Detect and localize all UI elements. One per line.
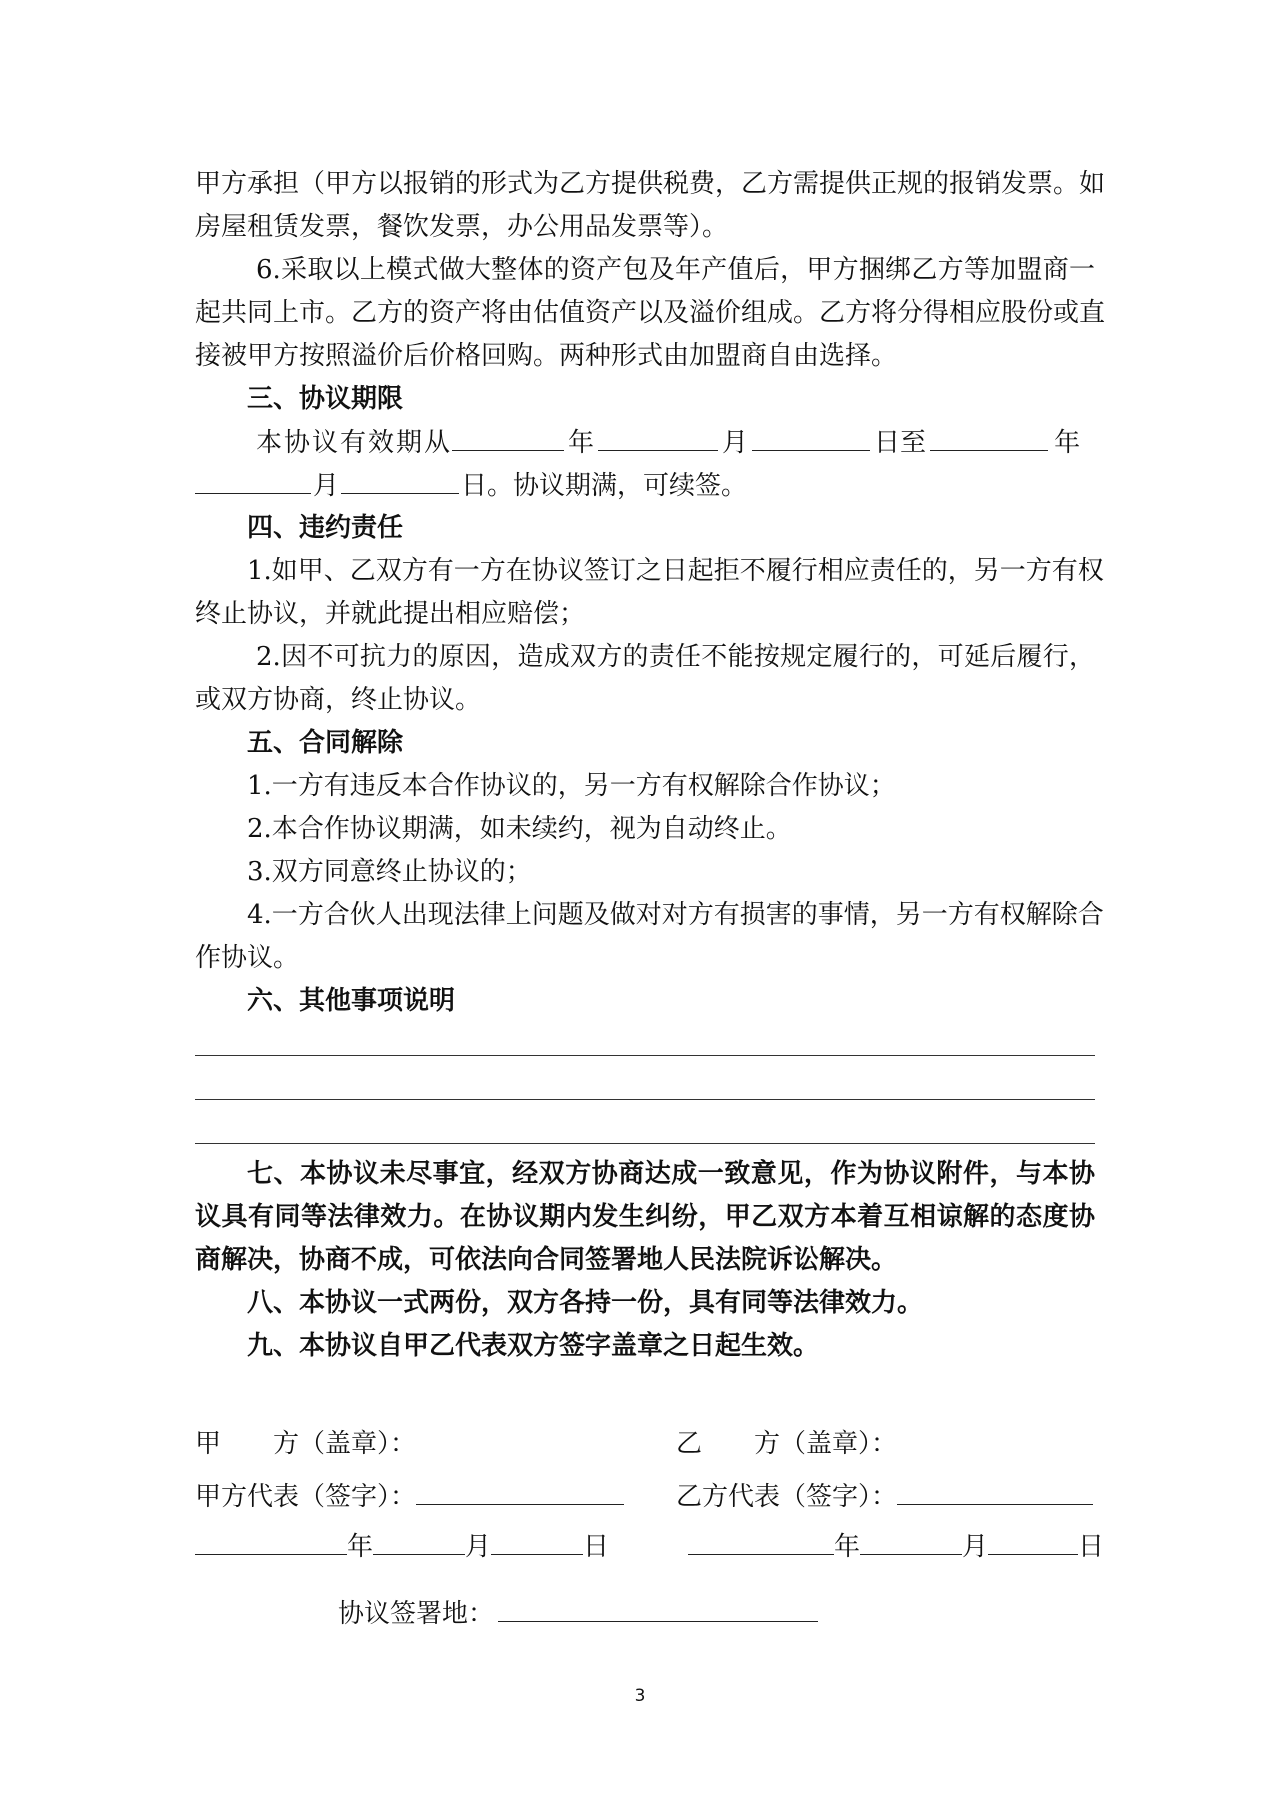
year-label: 年 bbox=[834, 1532, 861, 1562]
end-day-blank[interactable] bbox=[341, 465, 459, 494]
day-to-label: 日至 bbox=[874, 428, 927, 458]
end-month-blank[interactable] bbox=[195, 465, 311, 494]
start-month-blank[interactable] bbox=[598, 422, 718, 451]
paragraph-line: 甲方承担（甲方以报销的形式为乙方提供税费，乙方需提供正规的报销发票。如 bbox=[195, 169, 1106, 199]
paragraph-line: 房屋租赁发票，餐饮发票，办公用品发票等）。 bbox=[195, 212, 729, 242]
party-a-representative bbox=[195, 1476, 624, 1517]
paragraph-line: 1.如甲、乙双方有一方在协议签订之日起拒不履行相应责任的，另一方有权 bbox=[247, 556, 1104, 586]
year-label: 年 bbox=[568, 428, 595, 458]
b-year-blank[interactable] bbox=[688, 1526, 834, 1555]
blank-writing-line[interactable] bbox=[195, 1143, 1095, 1144]
list-item: 4.一方合伙人出现法律上问题及做对对方有损害的事情，另一方有权解除合 bbox=[247, 900, 1104, 930]
blank-writing-line[interactable] bbox=[195, 1055, 1095, 1056]
section-heading: 四、违约责任 bbox=[247, 513, 404, 543]
party-a-seal bbox=[195, 1424, 416, 1464]
signing-place-label: 协议签署地： bbox=[338, 1599, 495, 1629]
page-number: 3 bbox=[634, 1686, 646, 1706]
paragraph-line: 起共同上市。乙方的资产将由估值资产以及溢价组成。乙方将分得相应股份或直 bbox=[195, 298, 1106, 328]
paragraph-line: 终止协议，并就此提出相应赔偿； bbox=[195, 599, 586, 629]
signing-place bbox=[338, 1593, 818, 1634]
list-item: 2.本合作协议期满，如未续约，视为自动终止。 bbox=[247, 814, 792, 844]
party-b-seal bbox=[676, 1424, 897, 1464]
signing-place-blank[interactable] bbox=[498, 1593, 818, 1622]
month-label: 月 bbox=[465, 1532, 492, 1562]
a-day-blank[interactable] bbox=[491, 1526, 583, 1555]
paragraph-line: 6.采取以上模式做大整体的资产包及年产值后，甲方捆绑乙方等加盟商一 bbox=[256, 255, 1095, 285]
month-label: 月 bbox=[313, 471, 340, 501]
day-label: 日 bbox=[1078, 1532, 1105, 1562]
year-label: 年 bbox=[1054, 428, 1081, 458]
paragraph-line: 2.因不可抗力的原因，造成双方的责任不能按规定履行的，可延后履行， bbox=[256, 642, 1095, 672]
rep-a-label: 甲方代表（签字）： bbox=[195, 1482, 417, 1512]
term-period-line-2 bbox=[195, 465, 1095, 506]
rep-a-signature-blank[interactable] bbox=[416, 1476, 624, 1505]
paragraph-line: 八、本协议一式两份，双方各持一份，具有同等法律效力。 bbox=[247, 1288, 924, 1318]
start-day-blank[interactable] bbox=[752, 422, 870, 451]
list-item: 3.双方同意终止协议的； bbox=[247, 857, 532, 887]
paragraph-line: 九、本协议自甲乙代表双方签字盖章之日起生效。 bbox=[247, 1331, 820, 1361]
paragraph-line: 议具有同等法律效力。在协议期内发生纠纷，甲乙双方本着互相谅解的态度协 bbox=[195, 1202, 1095, 1232]
paragraph-line: 接被甲方按照溢价后价格回购。两种形式由加盟商自由选择。 bbox=[195, 341, 898, 371]
section-heading: 六、其他事项说明 bbox=[247, 986, 456, 1016]
paragraph-line: 七、本协议未尽事宜，经双方协商达成一致意见，作为协议附件，与本协 bbox=[247, 1159, 1095, 1189]
party-b-seal-label: 方（盖章）： bbox=[754, 1429, 898, 1459]
term-text: 本协议有效期从 bbox=[256, 428, 453, 458]
term-period-line bbox=[256, 422, 1095, 463]
section-heading: 三、协议期限 bbox=[247, 384, 404, 414]
party-b-date bbox=[688, 1526, 1104, 1567]
day-label: 日 bbox=[583, 1532, 610, 1562]
party-a-seal-label: 方（盖章）： bbox=[273, 1429, 417, 1459]
term-end-text: 日。协议期满，可续签。 bbox=[461, 471, 748, 501]
rep-b-label: 乙方代表（签字）： bbox=[676, 1482, 898, 1512]
paragraph-line: 或双方协商，终止协议。 bbox=[195, 685, 482, 715]
month-label: 月 bbox=[722, 428, 749, 458]
start-year-blank[interactable] bbox=[452, 422, 564, 451]
rep-b-signature-blank[interactable] bbox=[897, 1476, 1093, 1505]
list-item: 作协议。 bbox=[195, 943, 300, 973]
party-a-date bbox=[195, 1526, 609, 1567]
paragraph-line: 商解决，协商不成，可依法向合同签署地人民法院诉讼解决。 bbox=[195, 1245, 898, 1275]
party-a-char: 甲 bbox=[195, 1429, 222, 1459]
a-year-blank[interactable] bbox=[195, 1526, 347, 1555]
b-day-blank[interactable] bbox=[988, 1526, 1078, 1555]
party-b-char: 乙 bbox=[676, 1429, 703, 1459]
year-label: 年 bbox=[347, 1532, 374, 1562]
blank-writing-line[interactable] bbox=[195, 1099, 1095, 1100]
section-heading: 五、合同解除 bbox=[247, 728, 404, 758]
b-month-blank[interactable] bbox=[860, 1526, 962, 1555]
end-year-blank[interactable] bbox=[930, 422, 1048, 451]
list-item: 1.一方有违反本合作协议的，另一方有权解除合作协议； bbox=[247, 771, 896, 801]
party-b-representative bbox=[676, 1476, 1093, 1517]
a-month-blank[interactable] bbox=[373, 1526, 465, 1555]
month-label: 月 bbox=[962, 1532, 989, 1562]
